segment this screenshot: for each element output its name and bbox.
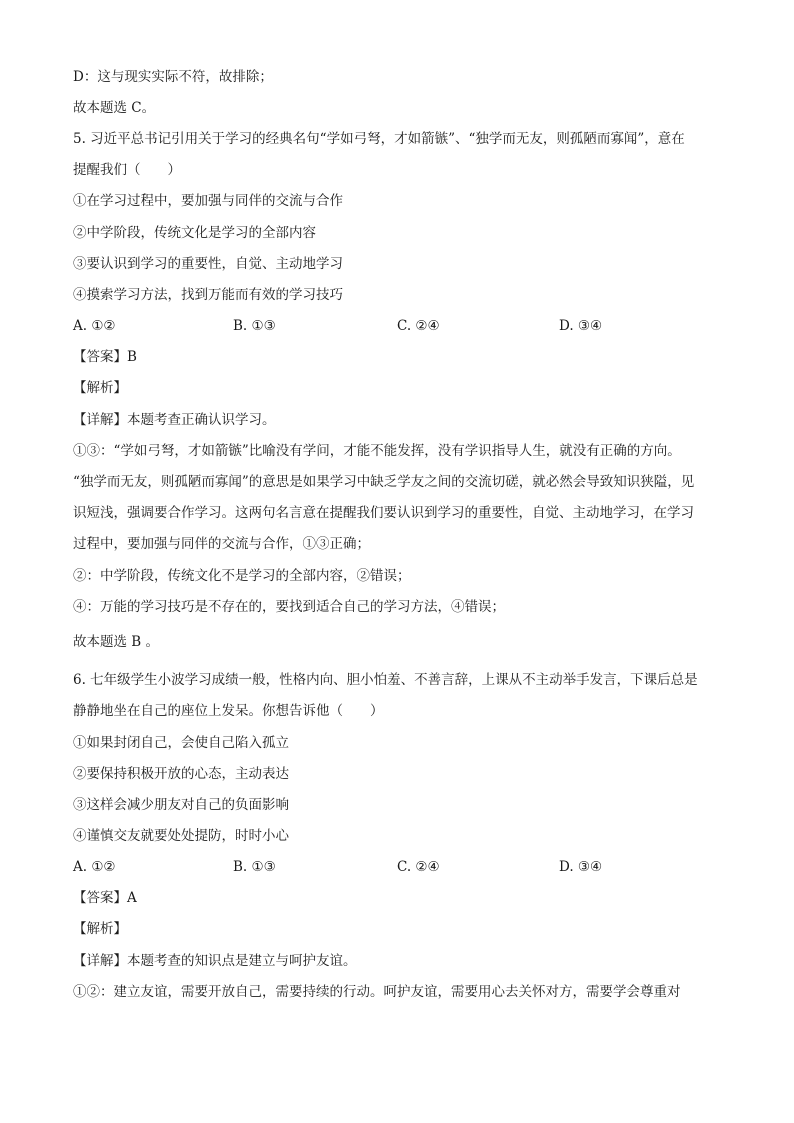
q5-item: ①在学习过程中，要加强与同伴的交流与合作 [73,193,343,209]
option-c: C. ②④ [397,318,440,334]
q6-analysis-heading: 【解析】 [73,921,127,937]
option-a: A. ①② [73,859,116,875]
text-line: D：这与现实实际不符，故排除； [73,69,273,85]
q6-answer: 【答案】A [73,890,137,906]
option-a: A. ①② [73,318,116,334]
q5-item: ③要认识到学习的重要性，自觉、主动地学习 [73,256,343,272]
q5-item: ②中学阶段，传统文化是学习的全部内容 [73,225,316,241]
text-line: 故本题选 C。 [73,100,156,116]
q6-detail: 【详解】本题考查的知识点是建立与呵护友谊。 [73,953,357,969]
q6-item: ③这样会减少朋友对自己的负面影响 [73,797,289,813]
option-d: D. ③④ [559,859,603,875]
option-c: C. ②④ [397,859,440,875]
q5-analysis-heading: 【解析】 [73,380,127,396]
q6-item: ②要保持积极开放的心态，主动表达 [73,766,289,782]
q6-item: ①如果封闭自己，会使自己陷入孤立 [73,735,289,751]
q5-detail: ④：万能的学习技巧是不存在的，要找到适合自己的学习方法，④错误； [73,599,505,615]
q5-item: ④摸索学习方法，找到万能而有效的学习技巧 [73,287,343,303]
q5-conclusion: 故本题选 B 。 [73,634,160,650]
option-b: B. ①③ [233,318,276,334]
q5-stem: 提醒我们（ ） [73,162,181,178]
option-d: D. ③④ [559,318,603,334]
q6-stem: 6. 七年级学生小波学习成绩一般，性格内向、胆小怕羞、不善言辞，上课从不主动举手发言，下课后总是 [73,672,698,688]
q5-answer: 【答案】B [73,349,137,365]
q6-options [73,857,733,877]
option-b: B. ①③ [233,859,276,875]
q6-item: ④谨慎交友就要处处提防，时时小心 [73,828,289,844]
q5-options [73,316,733,336]
q5-detail: 【详解】本题考查正确认识学习。 [73,412,276,428]
q6-detail: ①②：建立友谊，需要开放自己，需要持续的行动。呵护友谊，需要用心去关怀对方，需要学会尊重对 [73,984,681,1000]
q5-detail: ②：中学阶段，传统文化不是学习的全部内容，②错误； [73,568,411,584]
q5-stem: 5. 习近平总书记引用关于学习的经典名句“学如弓弩，才如箭镞”、“独学而无友，则孤陋而寡闻”，意在 [73,131,685,147]
q6-stem: 静静地坐在自己的座位上发呆。你想告诉他（ ） [73,703,384,719]
q5-detail: 识短浅，强调要合作学习。这两句名言意在提醒我们要认识到学习的重要性，自觉、主动地学习，在学习 [73,505,694,521]
q5-detail: ①③：“学如弓弩，才如箭镞”比喻没有学问，才能不能发挥，没有学识指导人生，就没有正确的方向。 [73,443,681,459]
q5-detail: “独学而无友，则孤陋而寡闻”的意思是如果学习中缺乏学友之间的交流切磋，就必然会导致知识狭隘，见 [73,474,695,490]
q5-detail: 过程中，要加强与同伴的交流与合作，①③正确； [73,536,370,552]
